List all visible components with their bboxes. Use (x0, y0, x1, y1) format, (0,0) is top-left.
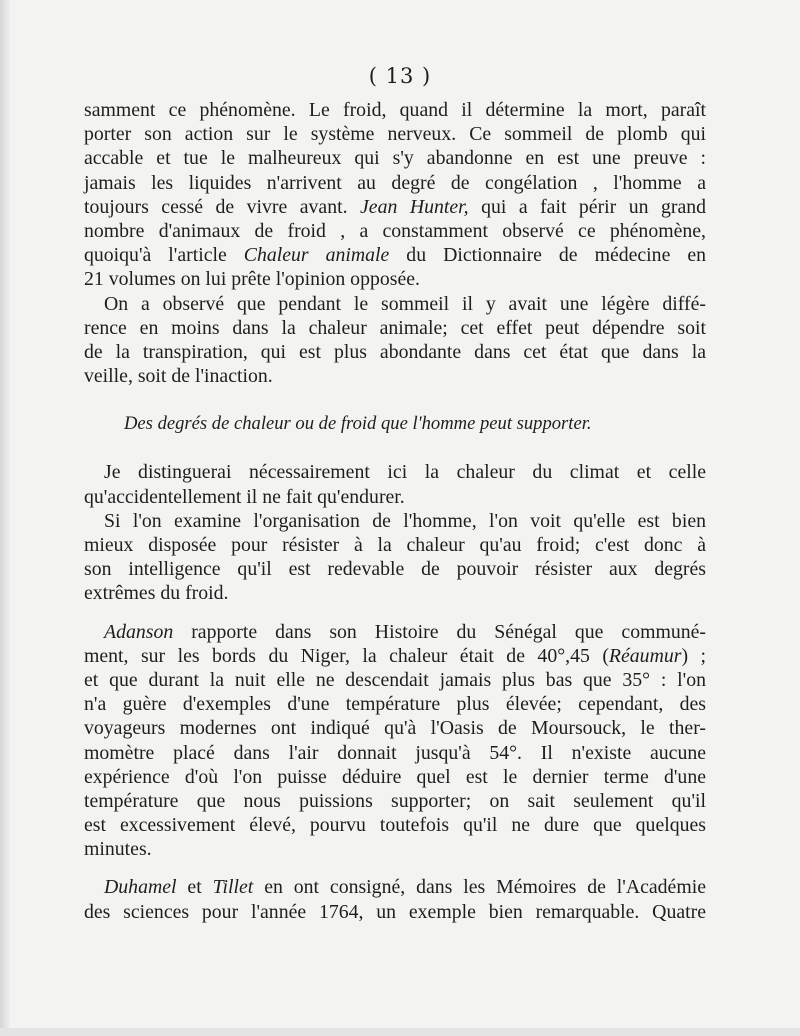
text-line: On a observé que pendant le sommeil il y avait une légère diffé- (104, 292, 706, 315)
text-line: jamais les liquides n'arrivent au degré de congélation , l'homme a (84, 171, 706, 194)
text-line: samment ce phénomène. Le froid, quand il détermine la mort, paraît (84, 99, 706, 121)
text-line: porter son action sur le système nerveux. Ce sommeil de plomb qui (84, 123, 706, 146)
text-line: Je distinguerai nécessairement ici la chaleur du climat et celle (104, 461, 706, 484)
text-line: est excessivement élevé, pourvu toutefois qu'il ne dure que quelques (84, 814, 706, 837)
author-name: Jean Hunter, (360, 195, 469, 218)
body-text (84, 98, 706, 924)
text-line: Adanson rapporte dans son Histoire du Sénégal que communé- (104, 620, 706, 643)
text-line: de la transpiration, qui est plus abondante dans cet état que dans la (84, 340, 706, 363)
text-line: expérience d'où l'on puisse déduire quel est le dernier terme d'une (84, 765, 706, 788)
text-line: température que nous puissions supporter; on sait seulement qu'il (84, 789, 706, 812)
text-line: toujours cessé de vivre avant. Jean Hunter, qui a fait périr un grand (84, 195, 706, 218)
author-name: Duhamel (104, 876, 177, 899)
text-line: nombre d'animaux de froid , a constamment observé ce phénomène, (84, 219, 706, 242)
article-title: Chaleur animale (243, 244, 390, 267)
section-heading: Des degrés de chaleur ou de froid que l'homme peut supporter. (124, 413, 592, 435)
text-line: veille, soit de l'inaction. (84, 365, 273, 388)
text-line: qu'accidentellement il ne fait qu'endurer. (84, 485, 405, 508)
text-line: son intelligence qu'il est redevable de pouvoir résister aux degrés (84, 558, 706, 581)
text-line: accable et tue le malheureux qui s'y abandonne en est une preuve : (84, 147, 706, 170)
text-line: 21 volumes on lui prête l'opinion opposée. (84, 268, 420, 291)
text-line: ment, sur les bords du Niger, la chaleur était de 40°,45 (Réaumur) ; (84, 644, 707, 667)
page-bottom-edge (0, 1028, 800, 1036)
text-line: des sciences pour l'année 1764, un exemple bien remarquable. Quatre (84, 900, 706, 923)
text-line: Si l'on examine l'organisation de l'homme, l'on voit qu'elle est bien (104, 509, 706, 532)
text-line: minutes. (84, 838, 152, 861)
text-line: et que durant la nuit elle ne descendait jamais plus bas que 35° : l'on (84, 668, 706, 691)
page-number: ( 13 ) (368, 64, 432, 88)
text-line: n'a guère d'exemples d'une température plus élevée; cependant, des (84, 693, 706, 716)
page-binding-shadow (0, 0, 10, 1036)
text-line: mieux disposée pour résister à la chaleur qu'au froid; c'est donc à (84, 534, 706, 556)
scale-name: Réaumur (608, 644, 682, 667)
text-line: Duhamel et Tillet en ont consigné, dans les Mémoires de l'Académie (104, 876, 707, 899)
text-line: momètre placé dans l'air donnait jusqu'à 54°. Il n'existe aucune (84, 741, 706, 764)
text-line: extrêmes du froid. (84, 582, 229, 605)
text-line: voyageurs modernes ont indiqué qu'à l'Oasis de Moursouck, le ther- (84, 717, 706, 740)
author-name: Adanson (104, 620, 174, 643)
text-line: rence en moins dans la chaleur animale; cet effet peut dépendre soit (84, 316, 706, 339)
author-name: Tillet (212, 876, 254, 899)
text-line: quoiqu'à l'article Chaleur animale du Dictionnaire de médecine en (84, 244, 707, 267)
